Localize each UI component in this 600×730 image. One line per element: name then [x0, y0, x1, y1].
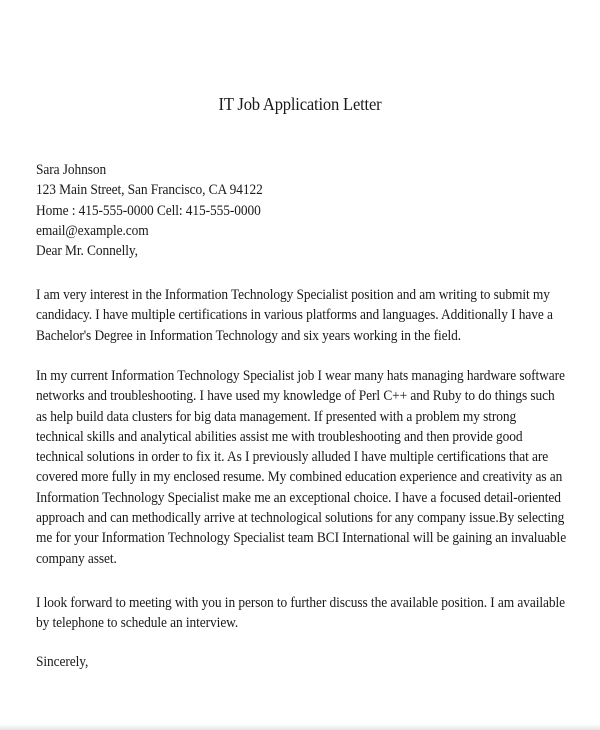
document-title: IT Job Application Letter: [218, 94, 382, 114]
paragraph-line: technical skills and analytical abilities assist me with troubleshooting and then provide good: [36, 428, 523, 445]
paragraph-line: Information Technology Specialist make me an exceptional choice. I have a focused detail-oriented: [36, 489, 561, 506]
paragraph-line: covered more fully in my enclosed resume. My combined education experience and creativity as an: [36, 469, 563, 486]
paragraph-line: I am very interest in the Information Technology Specialist position and am writing to submit my: [36, 287, 550, 303]
paragraph-intro: [36, 285, 576, 346]
paragraph-line: as help build data clusters for big data management. If presented with a problem my strong: [36, 408, 517, 425]
signoff: [36, 652, 576, 672]
paragraph-line: me for your Information Technology Specialist team BCI International will be gaining an invaluable: [36, 530, 567, 547]
paragraph-experience: [36, 366, 576, 569]
sender-name: Sara Johnson: [36, 162, 107, 178]
sender-address: 123 Main Street, San Francisco, CA 94122: [36, 182, 263, 199]
sender-block: [36, 160, 576, 261]
paragraph-line: technical solutions in order to fix it. As I previously alluded I have multiple certifications that are: [36, 449, 549, 466]
paragraph-closing: [36, 593, 576, 634]
paragraph-line: approach and can methodically arrive at technological solutions for any company issue.By selecting: [36, 510, 565, 527]
paragraph-line: company asset.: [36, 550, 117, 567]
page-bottom-edge: [0, 724, 600, 730]
paragraph-line: In my current Information Technology Specialist job I wear many hats managing hardware software: [36, 368, 565, 384]
paragraph-line: networks and troubleshooting. I have used my knowledge of Perl C++ and Ruby to do things such: [36, 388, 555, 405]
salutation: Dear Mr. Connelly,: [36, 243, 138, 260]
paragraph-line: candidacy. I have multiple certifications in various platforms and languages. Additionally I have a: [36, 307, 553, 324]
closing-text: Sincerely,: [36, 654, 89, 670]
paragraph-line: by telephone to schedule an interview.: [36, 615, 239, 632]
paragraph-line: Bachelor's Degree in Information Technology and six years working in the field.: [36, 327, 461, 344]
paragraph-line: I look forward to meeting with you in person to further discuss the available position. I am available: [36, 595, 566, 611]
sender-email: email@example.com: [36, 222, 149, 239]
sender-phones: Home : 415-555-0000 Cell: 415-555-0000: [36, 202, 261, 219]
